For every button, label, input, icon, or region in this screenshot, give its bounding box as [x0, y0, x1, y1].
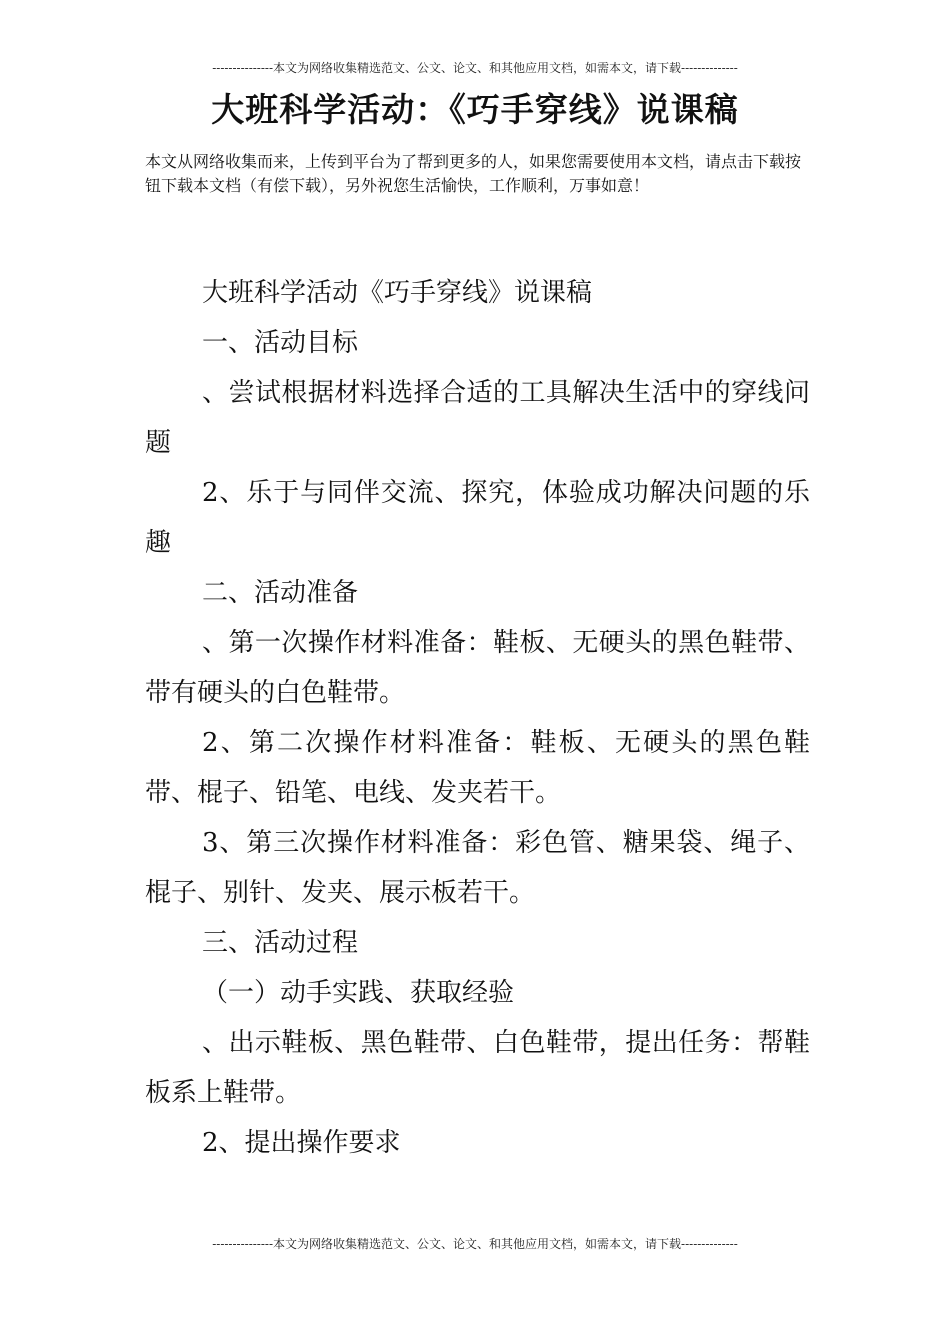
header-banner: ---------------本文为网络收集精选范文、公文、论文、和其他应用文档，如需本文，请下载-------------- — [212, 61, 738, 75]
paragraph-prep-3: 3、第三次操作材料准备：彩色管、糖果袋、绳子、棍子、别针、发夹、展示板若干。 — [145, 828, 810, 908]
paragraph-goal-1: 、尝试根据材料选择合适的工具解决生活中的穿线问题 — [145, 378, 810, 458]
paragraph-subsection-1: （一）动手实践、获取经验 — [202, 978, 515, 1008]
paragraph-prep-1: 、第一次操作材料准备：鞋板、无硬头的黑色鞋带、带有硬头的白色鞋带。 — [145, 628, 810, 708]
paragraph-step-2: 2、提出操作要求 — [202, 1128, 401, 1158]
document-body — [145, 268, 810, 1168]
paragraph-section-2: 二、活动准备 — [202, 578, 359, 608]
paragraph-heading: 大班科学活动《巧手穿线》说课稿 — [202, 278, 593, 308]
document-title: 大班科学活动：《巧手穿线》说课稿 — [211, 90, 739, 129]
paragraph-goal-2: 2、乐于与同伴交流、探究，体验成功解决问题的乐趣 — [145, 478, 810, 558]
paragraph-section-1: 一、活动目标 — [202, 328, 359, 358]
paragraph-step-1: 、出示鞋板、黑色鞋带、白色鞋带，提出任务：帮鞋板系上鞋带。 — [145, 1028, 810, 1108]
paragraph-section-3: 三、活动过程 — [202, 928, 359, 958]
footer-banner: ---------------本文为网络收集精选范文、公文、论文、和其他应用文档，如需本文，请下载-------------- — [212, 1237, 738, 1251]
paragraph-prep-2: 2、第二次操作材料准备：鞋板、无硬头的黑色鞋带、棍子、铅笔、电线、发夹若干。 — [145, 728, 810, 808]
intro-note: 本文从网络收集而来，上传到平台为了帮到更多的人，如果您需要使用本文档，请点击下载按钮下载本文档（有偿下载），另外祝您生活愉快，工作顺利，万事如意！ — [145, 152, 802, 195]
